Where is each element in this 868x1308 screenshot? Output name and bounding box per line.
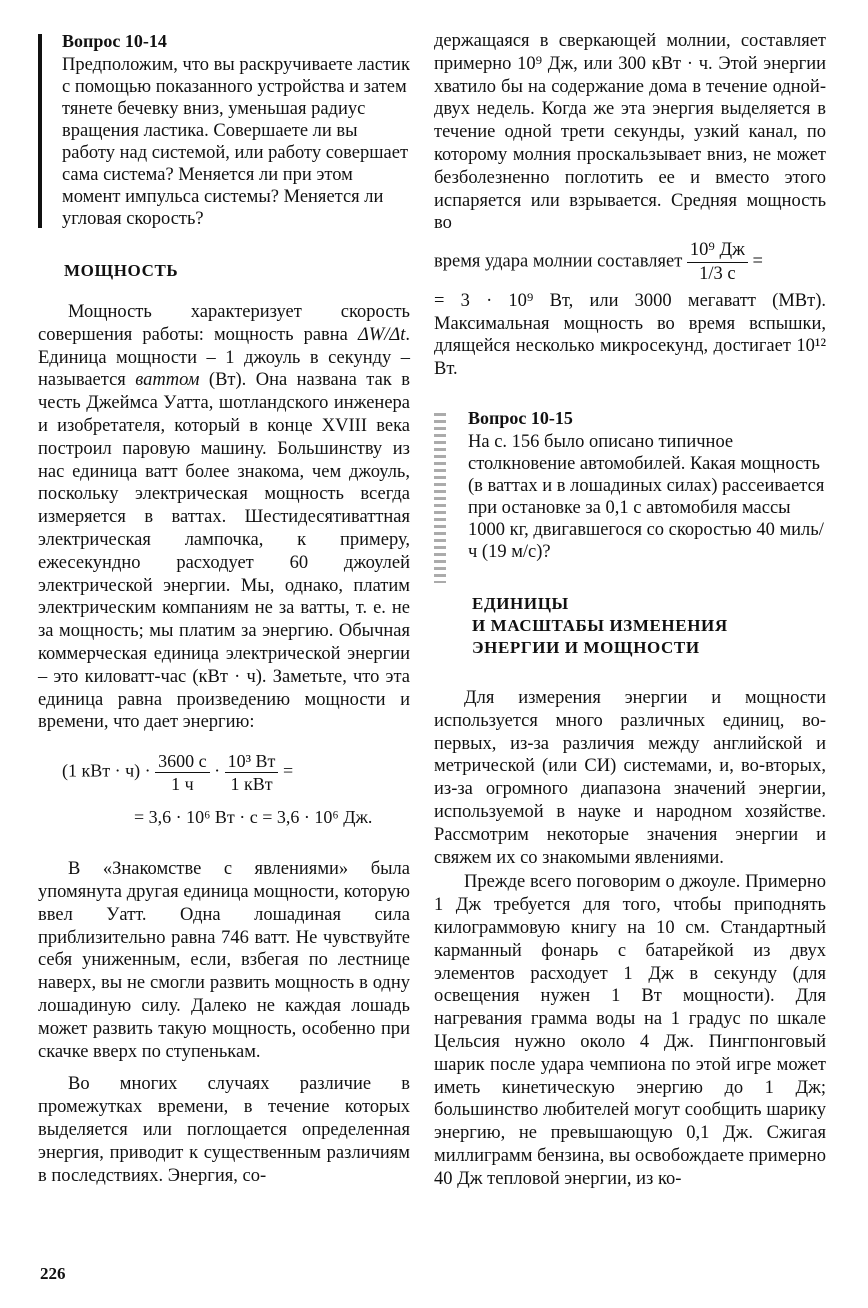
- power-formula: ΔW/Δt: [357, 324, 406, 345]
- paragraph-time-intervals: Во многих случаях различие в промежутках времени, в течение которых выделяется или поглощается определенная энергия, приводит к существенным различиям в последствиях. Энергия, со-: [38, 1074, 410, 1186]
- paragraph-joule-examples: Прежде всего поговорим о джоуле. Примерно 1 Дж требуется для того, чтобы приподнять килограммовую книгу на 10 см. Стандартный карманный фонарь с батарейкой из двух элементов расходует 1 Дж в секунду (для освещения нужен 1 Вт мощности). Для нагревания грамма воды на 1 градус по шкале Цельсия нужно около 4 Дж. Пингпонговый шарик после удара чемпиона по этой игре может иметь кинетическую энергию до 1 Дж; большинство любителей могут сообщить шарику энергию, не превышающую 0,1 Дж. Сжигая миллиграмм бензина, вы освобождаете примерно 40 Дж тепловой энергии, из ко-: [434, 872, 826, 1189]
- paragraph-text: Мощность характеризует скорость совершения работы: мощность равна: [38, 302, 410, 345]
- question-10-15-title: Вопрос 10-15: [468, 407, 573, 428]
- formula-lead-text: время удара молнии составляет: [434, 251, 683, 272]
- fraction-energy-over-time: [687, 239, 748, 286]
- lightning-power-formula: [434, 239, 826, 286]
- paragraph-units-intro: Для измерения энергии и мощности используется много различных единиц, во-первых, из-за различия между английской и метрической (или СИ) системами, и, во-вторых, из-за огромного диапазона значений энергии, используемой в науке и народном хозяйстве. Рассмотрим некоторые значения энергии и свяжем их со знакомыми явлениями.: [434, 687, 826, 868]
- section-heading-power: МОЩНОСТЬ: [64, 261, 179, 280]
- formula-equals: =: [282, 760, 294, 781]
- right-column: [434, 30, 826, 1190]
- fraction-seconds-per-hour: [155, 750, 210, 795]
- kwh-conversion-formula: [38, 744, 410, 844]
- question-10-14-title: Вопрос 10-14: [62, 31, 167, 51]
- fraction-watts-per-kilowatt: [225, 750, 279, 795]
- formula-kwh: (1 кВт · ч) ·: [62, 760, 151, 781]
- watt-term: ваттом: [135, 370, 200, 391]
- fraction-numerator: 10³ Вт: [225, 750, 279, 773]
- question-sidebar-rule: [38, 34, 42, 228]
- fraction-denominator: 1/3 с: [699, 263, 736, 284]
- paragraph-power-definition: [38, 301, 410, 734]
- paragraph-horsepower: В «Знакомстве с явлениями» была упомянута другая единица мощности, которую ввел Уатт. Одна лошадиная сила приблизительно равна 746 ватт. Не чувствуйте себя униженным, если, взбегая по лестнице наверх, вы не смогли развить мощность в одну лошадиную силу. Далеко не каждая лошадь может развить такую мощность, особенно при скачке вверх по ступенькам.: [38, 859, 410, 1062]
- question-10-14-text: Предположим, что вы раскручиваете ластик с помощью показанного устройства и затем тянете бечевку вниз, уменьшая радиус вращения ластика. Совершаете ли вы работу над системой, или работу совершает сама система? Меняется ли при этом момент импульса системы? Меняется ли угловая скорость?: [62, 55, 410, 229]
- fraction-denominator: 1 кВт: [230, 774, 273, 795]
- question-10-14-box: [38, 30, 410, 230]
- decorative-vertical-marking: [434, 413, 446, 583]
- heading-line: И МАСШТАБЫ ИЗМЕНЕНИЯ: [472, 615, 728, 635]
- left-column: [38, 30, 410, 1187]
- formula-result: = 3,6 · 10⁶ Вт · с = 3,6 · 10⁶ Дж.: [134, 807, 373, 828]
- heading-line: ЭНЕРГИИ И МОЩНОСТИ: [472, 637, 700, 657]
- paragraph-text: (Вт). Она названа так в честь Джеймса Уатта, шотландского инженера и изобретателя, который в конце XVIII века построил паровую машину. Большинству из нас единица ватт более знакома, чем джоуль, поскольку электрическая мощность всегда измеряется в ваттах. Шестидесятиваттная электрическая лампочка, к примеру, ежесекундно расходует 60 джоулей электрической энергии. Мы, однако, платим электрическим компаниям не за ватты, т. е. не за мощность; мы платим за энергию. Обычная коммерческая единица электрической энергии – это киловатт-час (кВт · ч). Заметьте, что эта единица равна произведению мощности и времени, что дает энергию:: [38, 370, 410, 733]
- section-heading-units: [472, 593, 826, 659]
- page-number: 226: [40, 1264, 66, 1283]
- paragraph-lightning: держащаяся в сверкающей молнии, составляет примерно 10⁹ Дж, или 300 кВт · ч. Этой энергии хватило бы на содержание дома в течение одной-двух недель. Когда же эта энергия выделяется в течение одной трети секунды, узкий канал, по которому молния проскальзывает вниз, не может безболезненно поглотить ее и вместо этого испаряется или взрывается. Средняя мощность во: [434, 31, 826, 234]
- formula-equals: =: [752, 251, 763, 272]
- paragraph-lightning-power: = 3 · 10⁹ Вт, или 3000 мегаватт (МВт). Максимальная мощность во время вспышки, длящейся несколько микросекунд, достигает 10¹² Вт.: [434, 290, 826, 380]
- paragraph-text: . Единица мощности – 1 джоуль в секунду – называется: [38, 324, 410, 391]
- question-10-15-text: На с. 156 было описано типичное столкновение автомобилей. Какая мощность (в ваттах и в лошадиных силах) рассеивается при остановке за 0,1 с автомобиля массы 1000 кг, двигавшегося со скоростью 40 миль/ч (19 м/с)?: [468, 431, 825, 562]
- fraction-numerator: 10⁹ Дж: [687, 239, 748, 263]
- formula-multiply: ·: [214, 760, 221, 781]
- fraction-denominator: 1 ч: [171, 774, 194, 795]
- question-10-15-box: [434, 407, 826, 563]
- fraction-numerator: 3600 с: [155, 750, 210, 773]
- heading-line: ЕДИНИЦЫ: [472, 593, 569, 613]
